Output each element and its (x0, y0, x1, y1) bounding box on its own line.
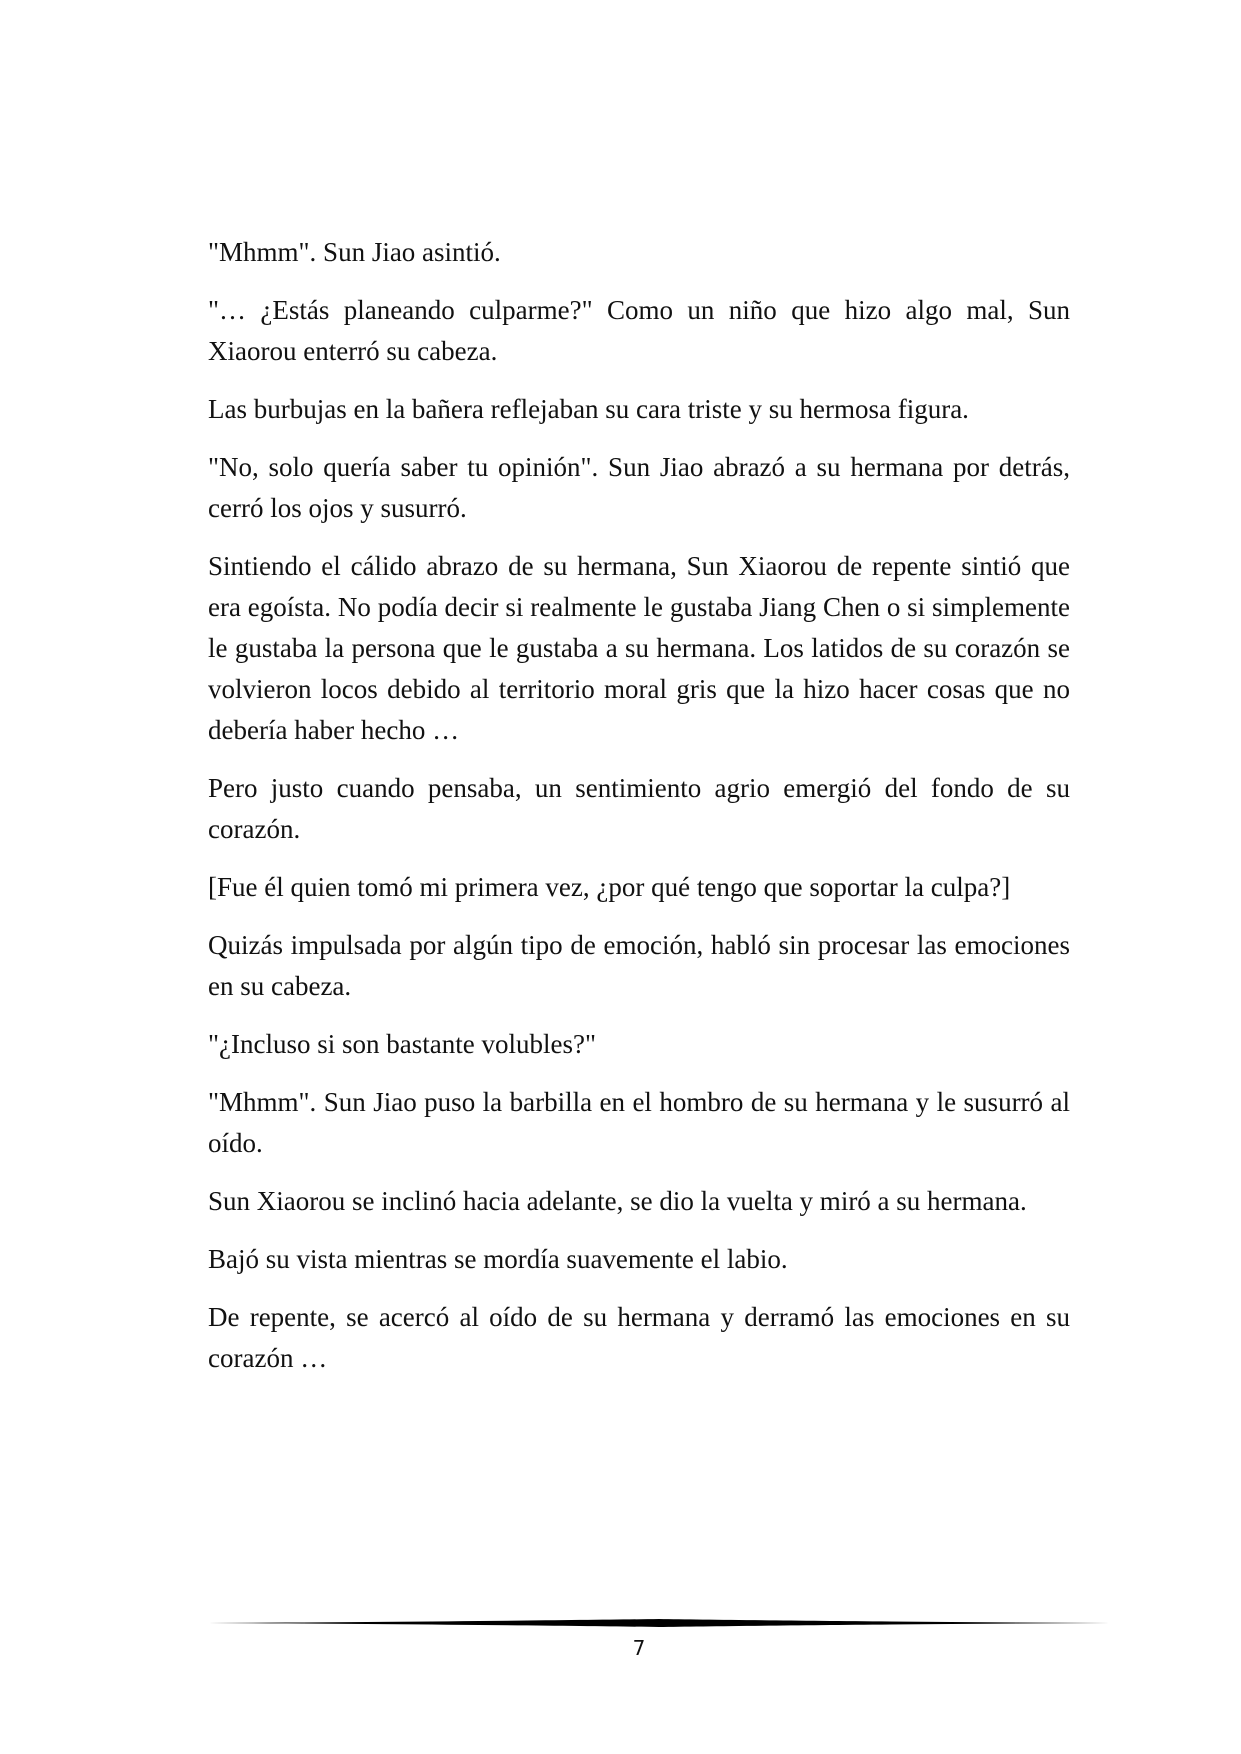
paragraph-11: Sun Xiaorou se inclinó hacia adelante, se dio la vuelta y miró a su hermana. (208, 1186, 1027, 1216)
paragraph-6: Pero justo cuando pensaba, un sentimiento agrio emergió del fondo de su corazón. (208, 773, 1070, 844)
page-number: 7 (632, 1636, 646, 1660)
paragraph-13: De repente, se acercó al oído de su hermana y derramó las emociones en su corazón … (208, 1302, 1070, 1373)
paragraph-1: "Mhmm". Sun Jiao asintió. (208, 237, 501, 267)
paragraph-9: "¿Incluso si son bastante volubles?" (208, 1029, 596, 1059)
paragraph-2: "… ¿Estás planeando culparme?" Como un niño que hizo algo mal, Sun Xiaorou enterró su cabeza. (208, 295, 1070, 366)
paragraph-8: Quizás impulsada por algún tipo de emoción, habló sin procesar las emociones en su cabeza. (208, 930, 1070, 1001)
paragraph-5: Sintiendo el cálido abrazo de su hermana, Sun Xiaorou de repente sintió que era egoísta. No podía decir si realmente le gustaba Jiang Chen o si simplemente le gustaba la persona que le gustaba a su hermana. Los latidos de su corazón se volvieron locos debido al territorio moral gris que la hizo hacer cosas que no debería haber hecho … (208, 551, 1070, 745)
body-text (208, 232, 1070, 1396)
footer-divider (208, 1617, 1110, 1629)
paragraph-10: "Mhmm". Sun Jiao puso la barbilla en el hombro de su hermana y le susurró al oído. (208, 1087, 1070, 1158)
paragraph-7: [Fue él quien tomó mi primera vez, ¿por qué tengo que soportar la culpa?] (208, 872, 1011, 902)
paragraph-3: Las burbujas en la bañera reflejaban su cara triste y su hermosa figura. (208, 394, 969, 424)
paragraph-12: Bajó su vista mientras se mordía suavemente el labio. (208, 1244, 788, 1274)
paragraph-4: "No, solo quería saber tu opinión". Sun Jiao abrazó a su hermana por detrás, cerró los ojos y susurró. (208, 452, 1070, 523)
